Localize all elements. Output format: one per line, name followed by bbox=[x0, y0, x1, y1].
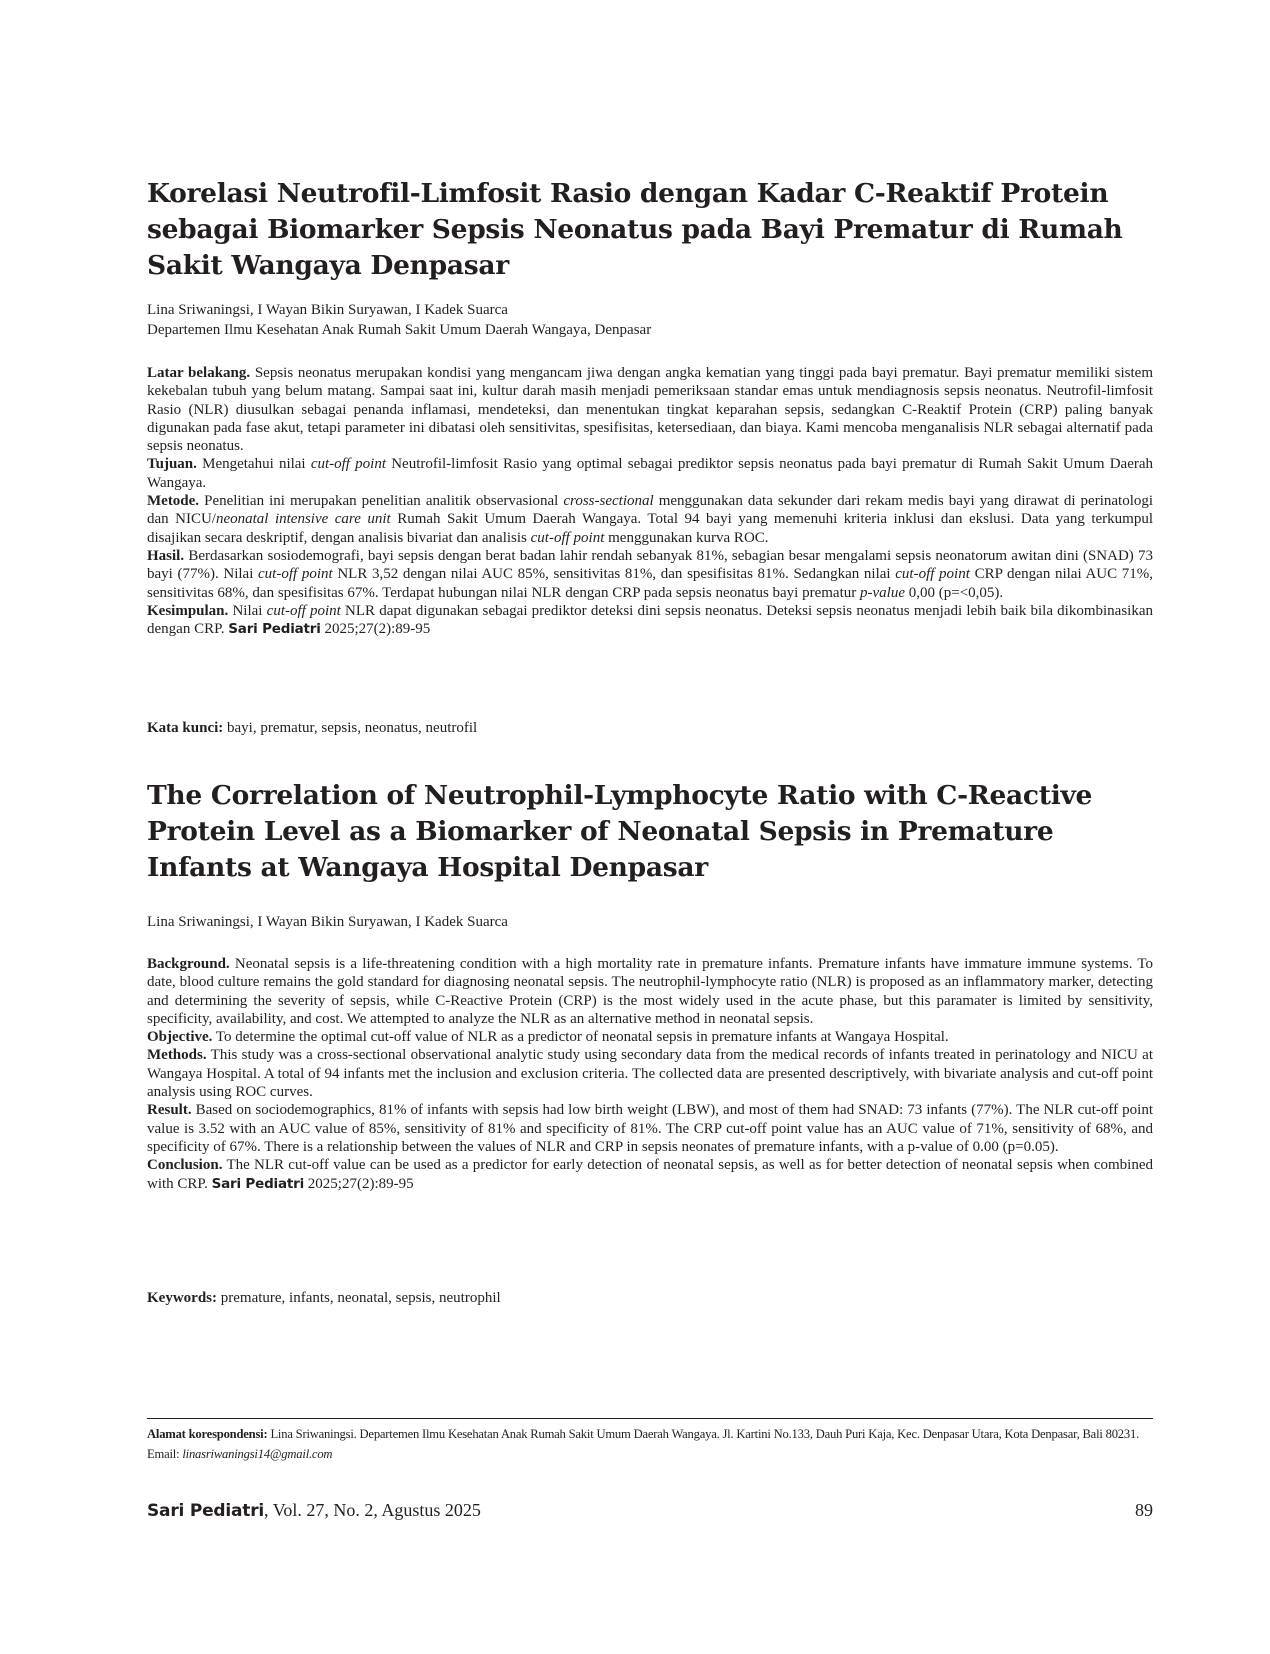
kesimpulan-label: Kesimpulan. bbox=[147, 602, 229, 619]
abstract-objective bbox=[147, 1028, 1153, 1046]
metode-emphasis-2: neonatal intensive care unit bbox=[215, 511, 391, 528]
keywords-english bbox=[147, 1290, 501, 1307]
correspondence-email[interactable]: linasriwaningsi14@gmail.com bbox=[182, 1447, 333, 1461]
authors-indonesian: Lina Sriwaningsi, I Wayan Bikin Suryawan, I Kadek Suarca bbox=[147, 302, 508, 318]
latar-text: Sepsis neonatus merupakan kondisi yang mengancam jiwa dengan angka kematian yang tinggi pada bayi prematur. Bayi prematur memiliki sistem kekebalan tubuh yang belum matang. Sampai saat ini, kultur darah masih menjadi pemeriksaan standar emas untuk mendiagnosis sepsis neonatus. Neutrofil-limfosit Rasio (NLR) diusulkan sebagai penanda inflamasi, mendeteksi, dan menentukan tingkat keparahan sepsis, sedangkan C-Reaktif Protein (CRP) paling banyak digunakan pada fase akut, tetapi parameter ini dibatasi oleh sensitivitas, spesifisitas, ketersediaan, dan biaya. Kami mencoba menganalisis NLR sebagai alternatif pada sepsis neonatus. bbox=[147, 365, 1154, 455]
abstract-latar-belakang bbox=[147, 364, 1153, 455]
hasil-emphasis-2: cut-off point bbox=[895, 566, 970, 583]
objective-text: To determine the optimal cut-off value of NLR as a predictor of neonatal sepsis in premature infants at Wangaya Hospital. bbox=[215, 1029, 949, 1046]
metode-text-a: Penelitian ini merupakan penelitian analitik observasional bbox=[204, 493, 559, 510]
background-label: Background. bbox=[147, 956, 230, 972]
page-footer bbox=[147, 1500, 1153, 1521]
tujuan-text-b: Neutrofil-limfosit Rasio yang optimal sebagai prediktor sepsis neonatus pada bayi prematur di Rumah Sakit Umum Daerah Wangaya. bbox=[147, 456, 1154, 491]
background-text: Neonatal sepsis is a life-threatening condition with a high mortality rate in premature infants. Premature infants have immature immune systems. To date, blood culture remains the gold standard for diagnosing neonatal sepsis. The neutrophil-lymphocyte ratio (NLR) is proposed as an inflammatory marker, detecting and determining the severity of sepsis, while C-Reactive Protein (CRP) is the most widely used in the acute phase, but this paramater is limited by sensitivity, specificity, availability, and cost. We attempted to analyze the NLR as an alternative method in neonatal sepsis. bbox=[147, 956, 1154, 1027]
latar-label: Latar belakang. bbox=[147, 365, 251, 381]
kesimpulan-emphasis: cut-off point bbox=[266, 602, 341, 619]
title-indonesian: Korelasi Neutrofil-Limfosit Rasio dengan Kadar C-Reaktif Protein sebagai Biomarker Sepsis Neonatus pada Bayi Prematur di Rumah Sakit Wangaya Denpasar bbox=[147, 178, 1123, 281]
page-number: 89 bbox=[1135, 1500, 1153, 1520]
abstract-tujuan bbox=[147, 455, 1153, 492]
methods-text: This study was a cross-sectional observational analytic study using secondary data from the medical records of infants treated in perinatology and NICU at Wangaya Hospital. A total of 94 infants met the inclusion and exclusion criteria. The collected data are presented descriptively, with bivariate analysis and cut-off point analysis using ROC curves. bbox=[147, 1047, 1153, 1101]
citation-english: 2025;27(2):89-95 bbox=[307, 1175, 414, 1192]
abstract-english bbox=[147, 955, 1153, 1193]
correspondence-address bbox=[147, 1424, 1153, 1464]
affiliation: Departemen Ilmu Kesehatan Anak Rumah Sakit Umum Daerah Wangaya, Denpasar bbox=[147, 322, 652, 338]
keywords-indonesian bbox=[147, 720, 477, 737]
keywords-label-english: Keywords: bbox=[147, 1290, 217, 1306]
authors-english: Lina Sriwaningsi, I Wayan Bikin Suryawan, I Kadek Suarca bbox=[147, 914, 508, 930]
hasil-label: Hasil. bbox=[147, 547, 185, 564]
objective-label: Objective. bbox=[147, 1029, 213, 1046]
correspondence-text: Lina Sriwaningsi. Departemen Ilmu Kesehatan Anak Rumah Sakit Umum Daerah Wangaya. Jl. Kartini No.133, Dauh Puri Kaja, Kec. Denpasar Utara, Kota Denpasar, Bali 80231. Email: bbox=[147, 1427, 1140, 1461]
keywords-text-indonesian: bayi, prematur, sepsis, neonatus, neutrofil bbox=[227, 720, 478, 736]
abstract-conclusion bbox=[147, 1156, 1153, 1193]
abstract-result bbox=[147, 1101, 1153, 1156]
kesimpulan-text-a: Nilai bbox=[232, 602, 263, 619]
tujuan-label: Tujuan. bbox=[147, 456, 197, 473]
metode-text-d: menggunakan kurva ROC. bbox=[608, 529, 769, 546]
hasil-text-b: NLR 3,52 dengan nilai AUC 85%, sensitivitas 81%, dan spesifisitas 81%. Sedangkan nilai bbox=[337, 566, 891, 583]
methods-label: Methods. bbox=[147, 1047, 207, 1064]
metode-emphasis-3: cut-off point bbox=[530, 529, 605, 546]
abstract-indonesian bbox=[147, 364, 1153, 638]
abstract-methods bbox=[147, 1046, 1153, 1101]
kesimpulan-text-b: NLR dapat digunakan sebagai prediktor deteksi dini sepsis neonatus. Deteksi sepsis neonatus menjadi lebih baik bila dikombinasikan dengan CRP. bbox=[147, 602, 1154, 638]
journal-name-english: Sari Pediatri bbox=[211, 1175, 305, 1192]
footnote-divider bbox=[147, 1418, 1153, 1419]
citation-indonesian: 2025;27(2):89-95 bbox=[324, 621, 431, 638]
abstract-kesimpulan bbox=[147, 602, 1153, 639]
keywords-label-indonesian: Kata kunci: bbox=[147, 720, 224, 736]
metode-text-c: Rumah Sakit Umum Daerah Wangaya. Total 94 bayi yang memenuhi kriteria inklusi dan ekslusi. Data yang terkumpul disajikan secara deskriptif, dengan analisis bivariat dan analisis bbox=[147, 511, 1154, 546]
hasil-text-d: 0,00 (p=<0,05). bbox=[908, 584, 1004, 601]
result-label: Result. bbox=[147, 1102, 192, 1119]
footer-journal-name: Sari Pediatri bbox=[147, 1501, 265, 1521]
footer-issue: , Vol. 27, No. 2, Agustus 2025 bbox=[264, 1500, 481, 1520]
hasil-text-a: Berdasarkan sosiodemografi, bayi sepsis dengan berat badan lahir rendah sebanyak 81%, sebagian besar mengalami sepsis neonatorum awitan dini (SNAD) 73 bayi (77%). Nilai bbox=[147, 547, 1153, 583]
conclusion-text: The NLR cut-off value can be used as a predictor for early detection of neonatal sepsis, as well as for better detection of neonatal sepsis when combined with CRP. bbox=[147, 1157, 1153, 1192]
tujuan-text-a: Mengetahui nilai bbox=[202, 456, 306, 473]
hasil-emphasis-3: p-value bbox=[860, 584, 905, 601]
correspondence-label: Alamat korespondensi: bbox=[147, 1427, 268, 1441]
tujuan-emphasis: cut-off point bbox=[310, 456, 386, 473]
title-english: The Correlation of Neutrophil-Lymphocyte Ratio with C-Reactive Protein Level as a Biomarker of Neonatal Sepsis in Premature Infants at Wangaya Hospital Denpasar bbox=[147, 780, 1093, 883]
hasil-emphasis-1: cut-off point bbox=[258, 566, 333, 583]
metode-emphasis-1: cross-sectional bbox=[563, 493, 654, 510]
abstract-metode bbox=[147, 492, 1153, 547]
keywords-text-english: premature, infants, neonatal, sepsis, neutrophil bbox=[220, 1290, 501, 1306]
result-text: Based on sociodemographics, 81% of infants with sepsis had low birth weight (LBW), and most of them had SNAD: 73 infants (77%). The NLR cut-off point value is 3.52 with an AUC value of 85%, sensitivity of 81% and specificity of 81%. The CRP cut-off point value has an AUC value of 71%, sensitivity of 68%, and specificity of 67%. There is a relationship between the values of NLR and CRP in sepsis neonates of premature infants, with a p-value of 0.00 (p=0.05). bbox=[147, 1102, 1153, 1155]
conclusion-label: Conclusion. bbox=[147, 1157, 223, 1174]
hasil-text-c: CRP dengan nilai AUC 71%, sensitivitas 68%, dan spesifisitas 67%. Terdapat hubungan nilai NLR dengan CRP pada sepsis neonatus bayi prematur bbox=[147, 566, 1154, 601]
abstract-hasil bbox=[147, 547, 1153, 602]
metode-label: Metode. bbox=[147, 493, 200, 510]
journal-name-indonesian: Sari Pediatri bbox=[228, 621, 321, 638]
metode-text-b: menggunakan data sekunder dari rekam medis bayi yang dirawat di perinatologi dan NICU/ bbox=[147, 493, 1154, 528]
abstract-background bbox=[147, 955, 1153, 1028]
